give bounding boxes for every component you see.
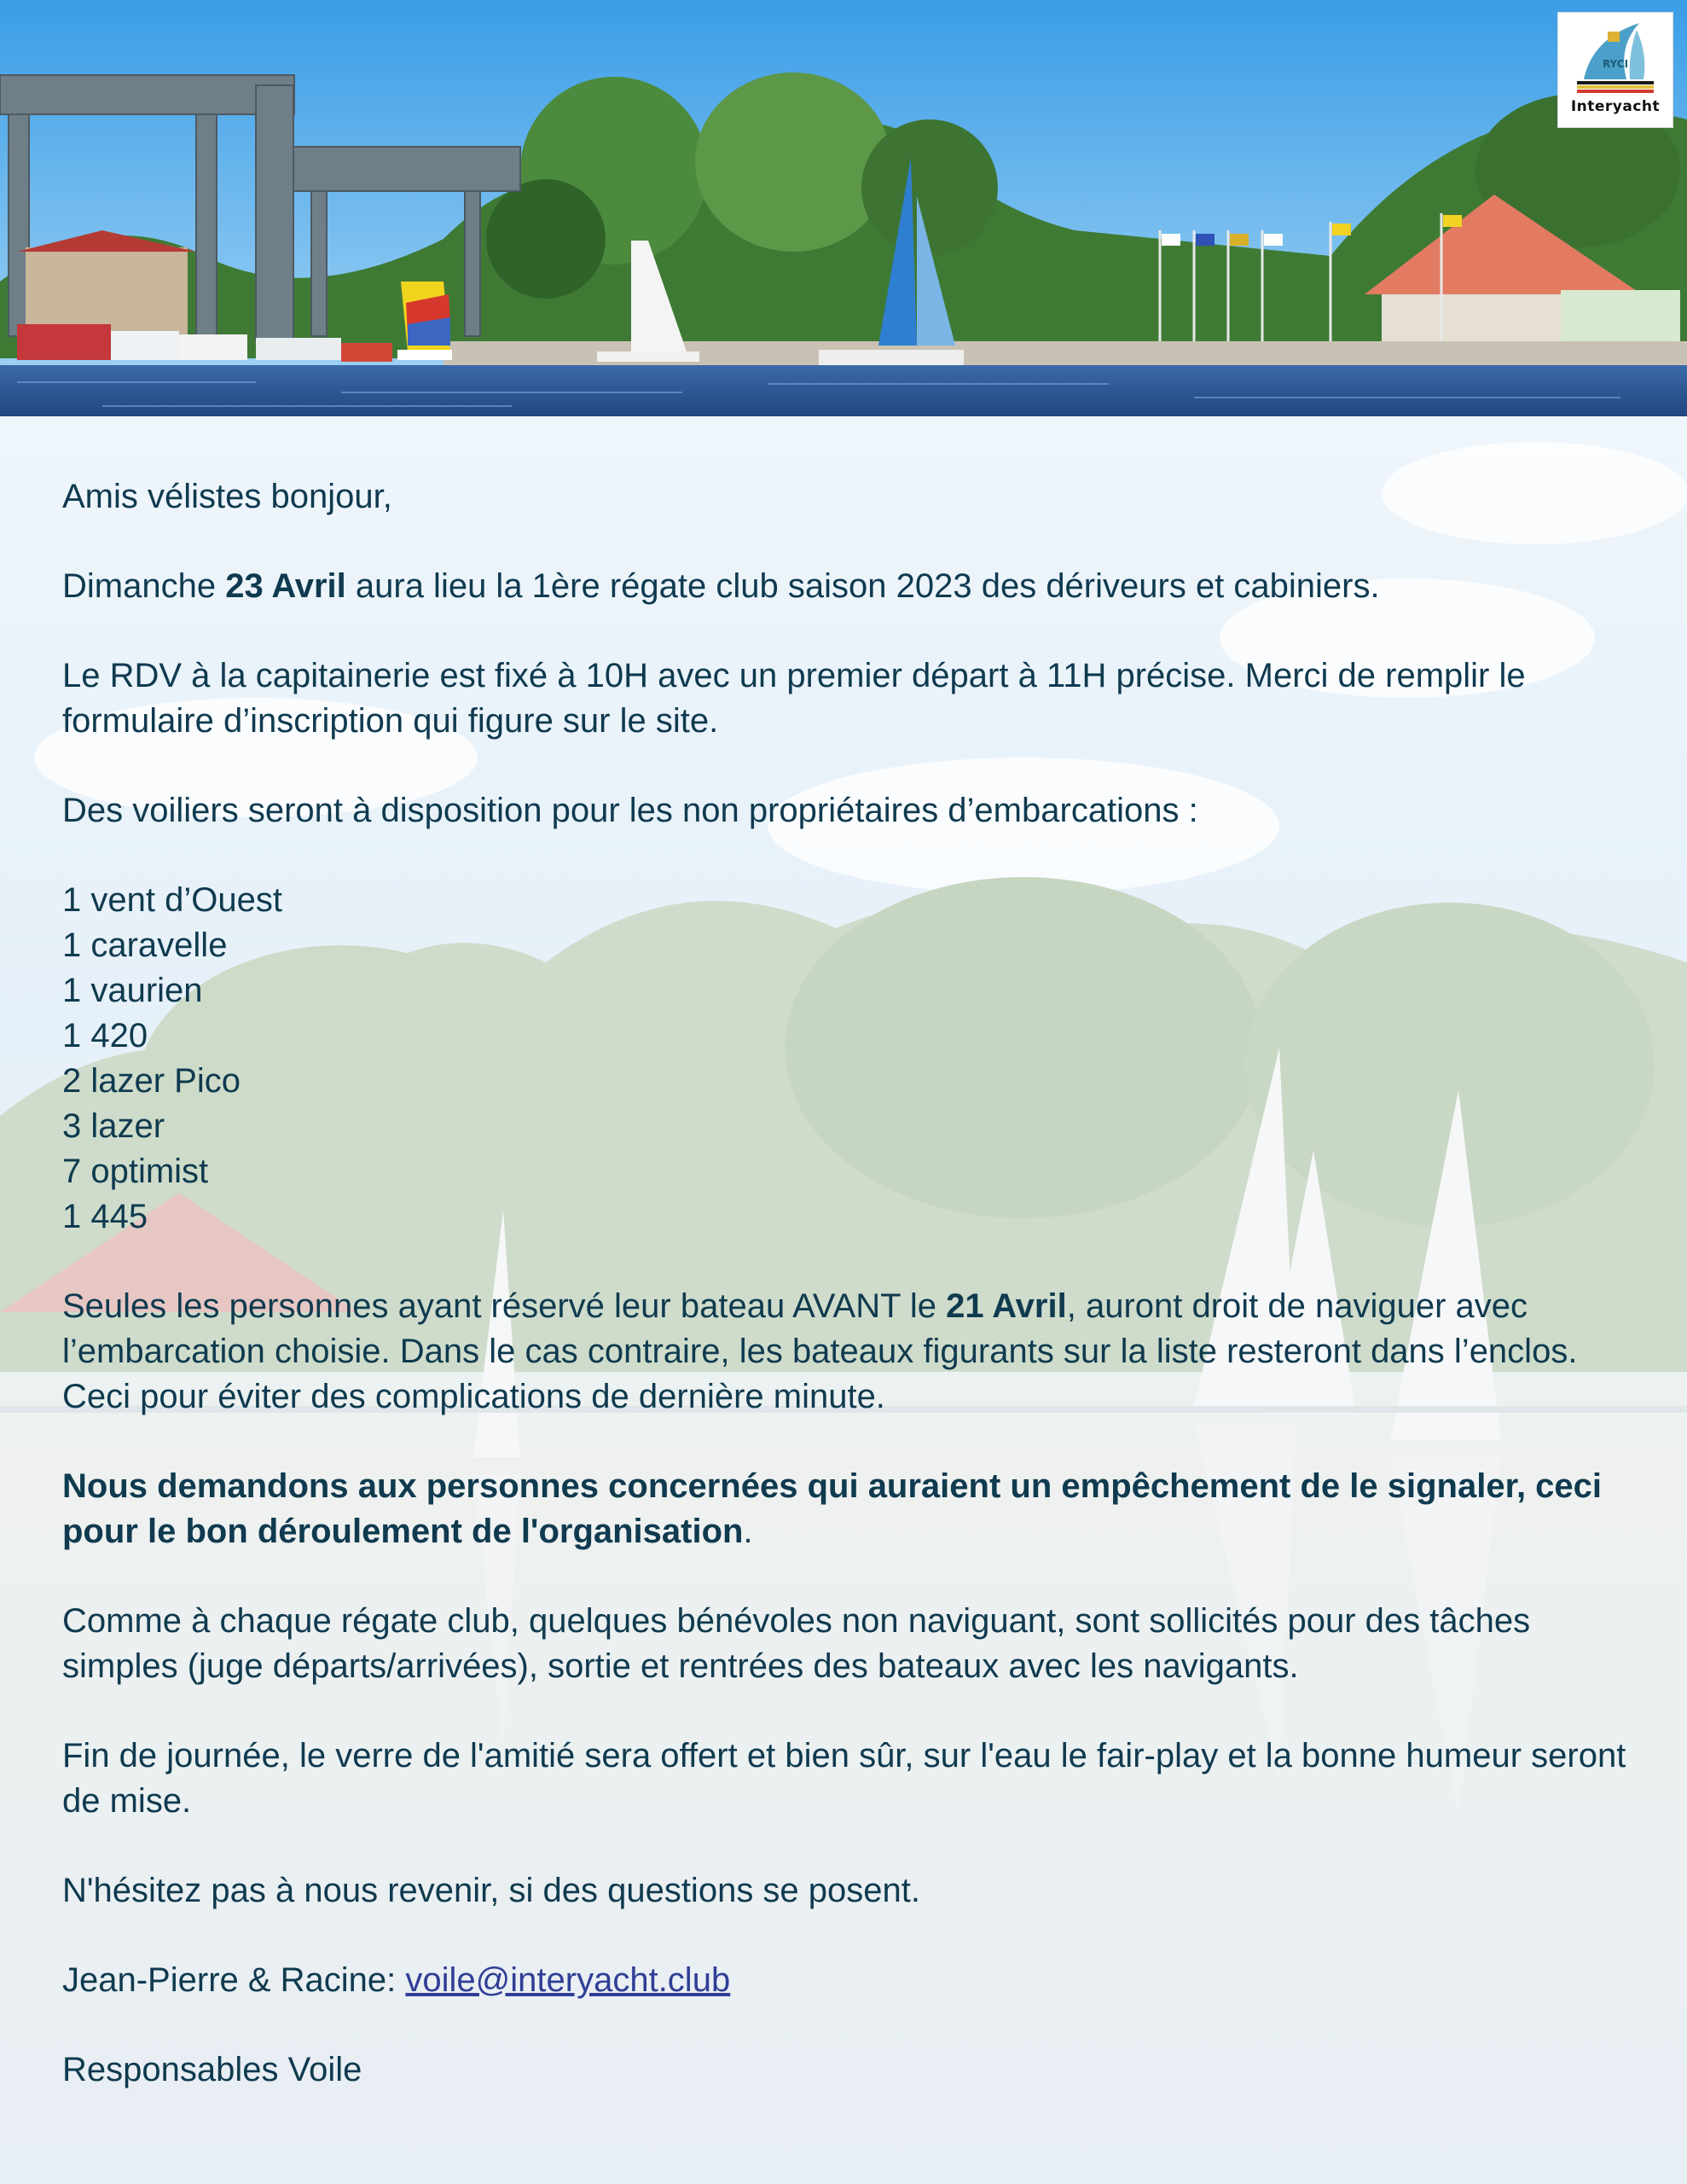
letter-body [62,474,1632,2137]
paragraph-reservation [62,1284,1632,1420]
sailboat-logo-icon [1558,13,1673,98]
paragraph-boats-intro: Des voiliers seront à disposition pour les non propriétaires d’embarcations : [62,792,1198,829]
interyacht-logo[interactable] [1557,12,1673,128]
paragraph-reservation-text: Seules les personnes ayant réservé leur bateau AVANT le [62,1287,947,1325]
paragraph-date [62,564,1632,609]
boat-list-item: 7 optimist [62,1153,209,1190]
boat-list-item: 3 lazer [62,1107,165,1145]
reservation-deadline: 21 Avril [946,1287,1067,1325]
boat-list-item: 1 caravelle [62,926,228,964]
notice-period: . [743,1513,753,1550]
paragraph-date-text: Dimanche [62,567,226,605]
logo-text: Interyacht [1570,98,1661,115]
header-banner-photo [0,0,1687,416]
paragraph-date-text-end: aura lieu la 1ère régate club saison 2023 des dériveurs et cabiniers. [345,567,1380,605]
boat-list-item: 2 lazer Pico [62,1062,241,1100]
boat-list-item: 1 420 [62,1017,148,1054]
paragraph-questions: N'hésitez pas à nous revenir, si des questions se posent. [62,1872,920,1909]
paragraph-end-of-day: Fin de journée, le verre de l'amitié sera offert et bien sûr, sur l'eau le fair-play et la bonne humeur seront de mise. [62,1737,1626,1820]
boat-list-item: 1 vent d’Ouest [62,881,282,919]
greeting: Amis vélistes bonjour, [62,478,392,515]
email-link[interactable]: voile@interyacht.club [405,1961,731,1999]
boat-list-item: 1 445 [62,1198,148,1235]
signature-line [62,1958,1632,2003]
paragraph-reservation-text-end: , auront droit de naviguer avec l’embarcation choisie. Dans le cas contraire, les bateaux figurants sur la liste resteront dans l’enclos. Ceci pour éviter des complications de dernière minute. [62,1287,1578,1415]
boat-list [62,878,1632,1240]
paragraph-notice [62,1464,1632,1554]
paragraph-rdv: Le RDV à la capitainerie est fixé à 10H avec un premier départ à 11H précise. Merci de remplir le formulaire d’inscription qui figure sur le site. [62,657,1526,740]
signature-role: Responsables Voile [62,2051,362,2088]
paragraph-volunteers: Comme à chaque régate club, quelques bénévoles non naviguant, sont sollicités pour des tâches simples (juge départs/arrivées), sortie et rentrées des bateaux avec les navigants. [62,1602,1531,1685]
harbor-photo [0,0,1687,416]
notice-bold-text: Nous demandons aux personnes concernées qui auraient un empêchement de le signaler, ceci pour le bon déroulement de l'organisation [62,1467,1603,1550]
event-date: 23 Avril [225,567,346,605]
signature-names: Jean-Pierre & Racine: [62,1961,406,1999]
boat-list-item: 1 vaurien [62,972,203,1009]
logo-letters: RYCI [1602,58,1629,70]
